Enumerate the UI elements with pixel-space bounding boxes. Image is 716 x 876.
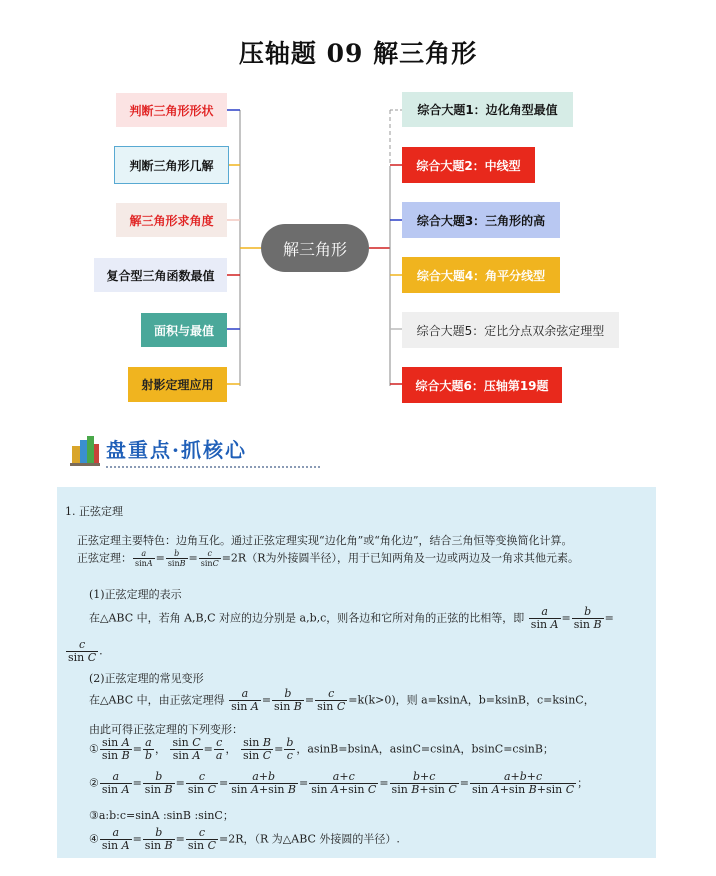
formula-a-over-sinA: $\frac{a}{\sin A}$ — [135, 549, 153, 568]
variant-item-4: ④ $\frac{a}{\text{sin A}}$ = $\frac{b}{\text{sin B}}$ = $\frac{c}{\text{sin C}}$ =2R，（R 为△ABC 外接圆的半径）. — [89, 826, 400, 852]
theorem-label: 正弦定理： — [77, 551, 132, 565]
node-solution-count: 判断三角形几解 — [114, 146, 229, 184]
paragraph-derive: 由此可得正弦定理的下列变形： — [89, 723, 243, 736]
formula-ratio-c-wrap: $\frac{c}{\text{sin C}}$ . — [68, 638, 103, 664]
section-heading: 1. 正弦定理 — [65, 505, 123, 518]
paragraph-representation: 在△ABC 中，若角 A,B,C 对应的边分别是 a,b,c，则各边和它所对角的正弦的比相等，即 $\frac{a}{\text{sin A}}$ = $\frac{b}{\text{sin B}}$ = — [89, 605, 614, 631]
variant-item-1: ① $\frac{\text{sin A}}{\text{sin B}}$ = $\frac{a}{b}$ ， $\frac{\text{sin C}}{\text{sin A}}$ = $\frac{c}{a}$ ， $\frac{\text{sin B}}{\text{sin C}}$ = $\frac{b}{c}$ ，asinB=bsinA，asinC=csinA，bsinC=csinB； — [89, 736, 554, 762]
subheading-representation: (1)正弦定理的表示 — [89, 588, 182, 601]
node-solve-angle: 解三角形求角度 — [116, 203, 227, 237]
section-banner — [70, 432, 300, 472]
node-trig-extremum: 复合型三角函数最值 — [94, 258, 227, 292]
paragraph-features: 正弦定理主要特色：边角互化。通过正弦定理实现“边化角”或“角化边”，结合三角恒等变换简化计算。 — [77, 534, 573, 547]
node-problem-1: 综合大题1：边化角型最值 — [402, 92, 573, 127]
formula-ratio-b: $\frac{b}{\text{sin B}}$ — [573, 605, 602, 631]
banner-divider — [106, 466, 320, 468]
node-shape-judgment: 判断三角形形状 — [116, 93, 227, 127]
node-area-extremum: 面积与最值 — [141, 313, 227, 347]
variants-text-b: =k(k>0)，则 a=ksinA，b=ksinB，c=ksinC， — [348, 693, 595, 707]
formula-ratio-c: $\frac{c}{\text{sin C}}$ — [68, 638, 97, 664]
node-problem-5: 综合大题5：定比分点双余弦定理型 — [402, 312, 619, 348]
formula-c-over-sinC: $\frac{c}{\sin C}$ — [200, 549, 219, 568]
variant-item-4-tail: =2R，（R 为△ABC 外接圆的半径）. — [219, 832, 400, 846]
variant-item-2: ② $\frac{a}{\text{sin A}}$ = $\frac{b}{\text{sin B}}$ = $\frac{c}{\text{sin C}}$ = $\frac{a+b}{\text{sin A+sin B}}$ = $\frac{a+c}{\text{sin A+sin C}}$ = $\frac{b+c}{\text{sin B+sin C}}$ = $\frac{a+b+c}{\text{sin A+sin B+sin C}}$ ； — [89, 770, 589, 796]
page-title: 压轴题 09 解三角形 — [238, 39, 478, 68]
paragraph-theorem: 正弦定理： $\frac{a}{\sin A}$ = $\frac{b}{\sin B}$ = $\frac{c}{\sin C}$ =2R（R为外接圆半径），用于已知两角及一边或两边及一角求其他元素。 — [77, 549, 579, 568]
node-problem-4: 综合大题4：角平分线型 — [402, 257, 560, 293]
paragraph-variants: 在△ABC 中，由正弦定理得 $\frac{a}{\text{sin A}}$ = $\frac{b}{\text{sin B}}$ = $\frac{c}{\text{sin C}}$ =k(k>0)，则 a=ksinA，b=ksinB，c=ksinC， — [89, 687, 595, 713]
node-problem-2: 综合大题2：中线型 — [402, 147, 535, 183]
content-panel — [57, 487, 656, 858]
node-projection-theorem: 射影定理应用 — [128, 367, 227, 402]
formula-ratio-a: $\frac{a}{\text{sin A}}$ — [530, 605, 559, 631]
mind-map-center: 解三角形 — [261, 224, 369, 272]
subheading-variants: (2)正弦定理的常见变形 — [89, 672, 204, 685]
variants-text-a: 在△ABC 中，由正弦定理得 — [89, 693, 225, 707]
mind-map — [0, 86, 716, 416]
variant-item-1-tail: ，asinB=bsinA，asinC=csinA，bsinC=csinB； — [296, 742, 554, 756]
representation-text: 在△ABC 中，若角 A,B,C 对应的边分别是 a,b,c，则各边和它所对角的正弦的比相等，即 — [89, 611, 525, 625]
node-problem-3: 综合大题3：三角形的高 — [402, 202, 560, 238]
node-problem-6: 综合大题6：压轴第19题 — [402, 367, 562, 403]
theorem-description: =2R（R为外接圆半径），用于已知两角及一边或两边及一角求其他元素。 — [221, 551, 579, 565]
formula-b-over-sinB: $\frac{b}{\sin B}$ — [167, 549, 186, 568]
variant-item-3: ③a:b:c=sinA :sinB :sinC； — [89, 809, 234, 822]
banner-text: 盘重点·抓核心 — [106, 438, 247, 462]
books-icon — [70, 432, 100, 466]
